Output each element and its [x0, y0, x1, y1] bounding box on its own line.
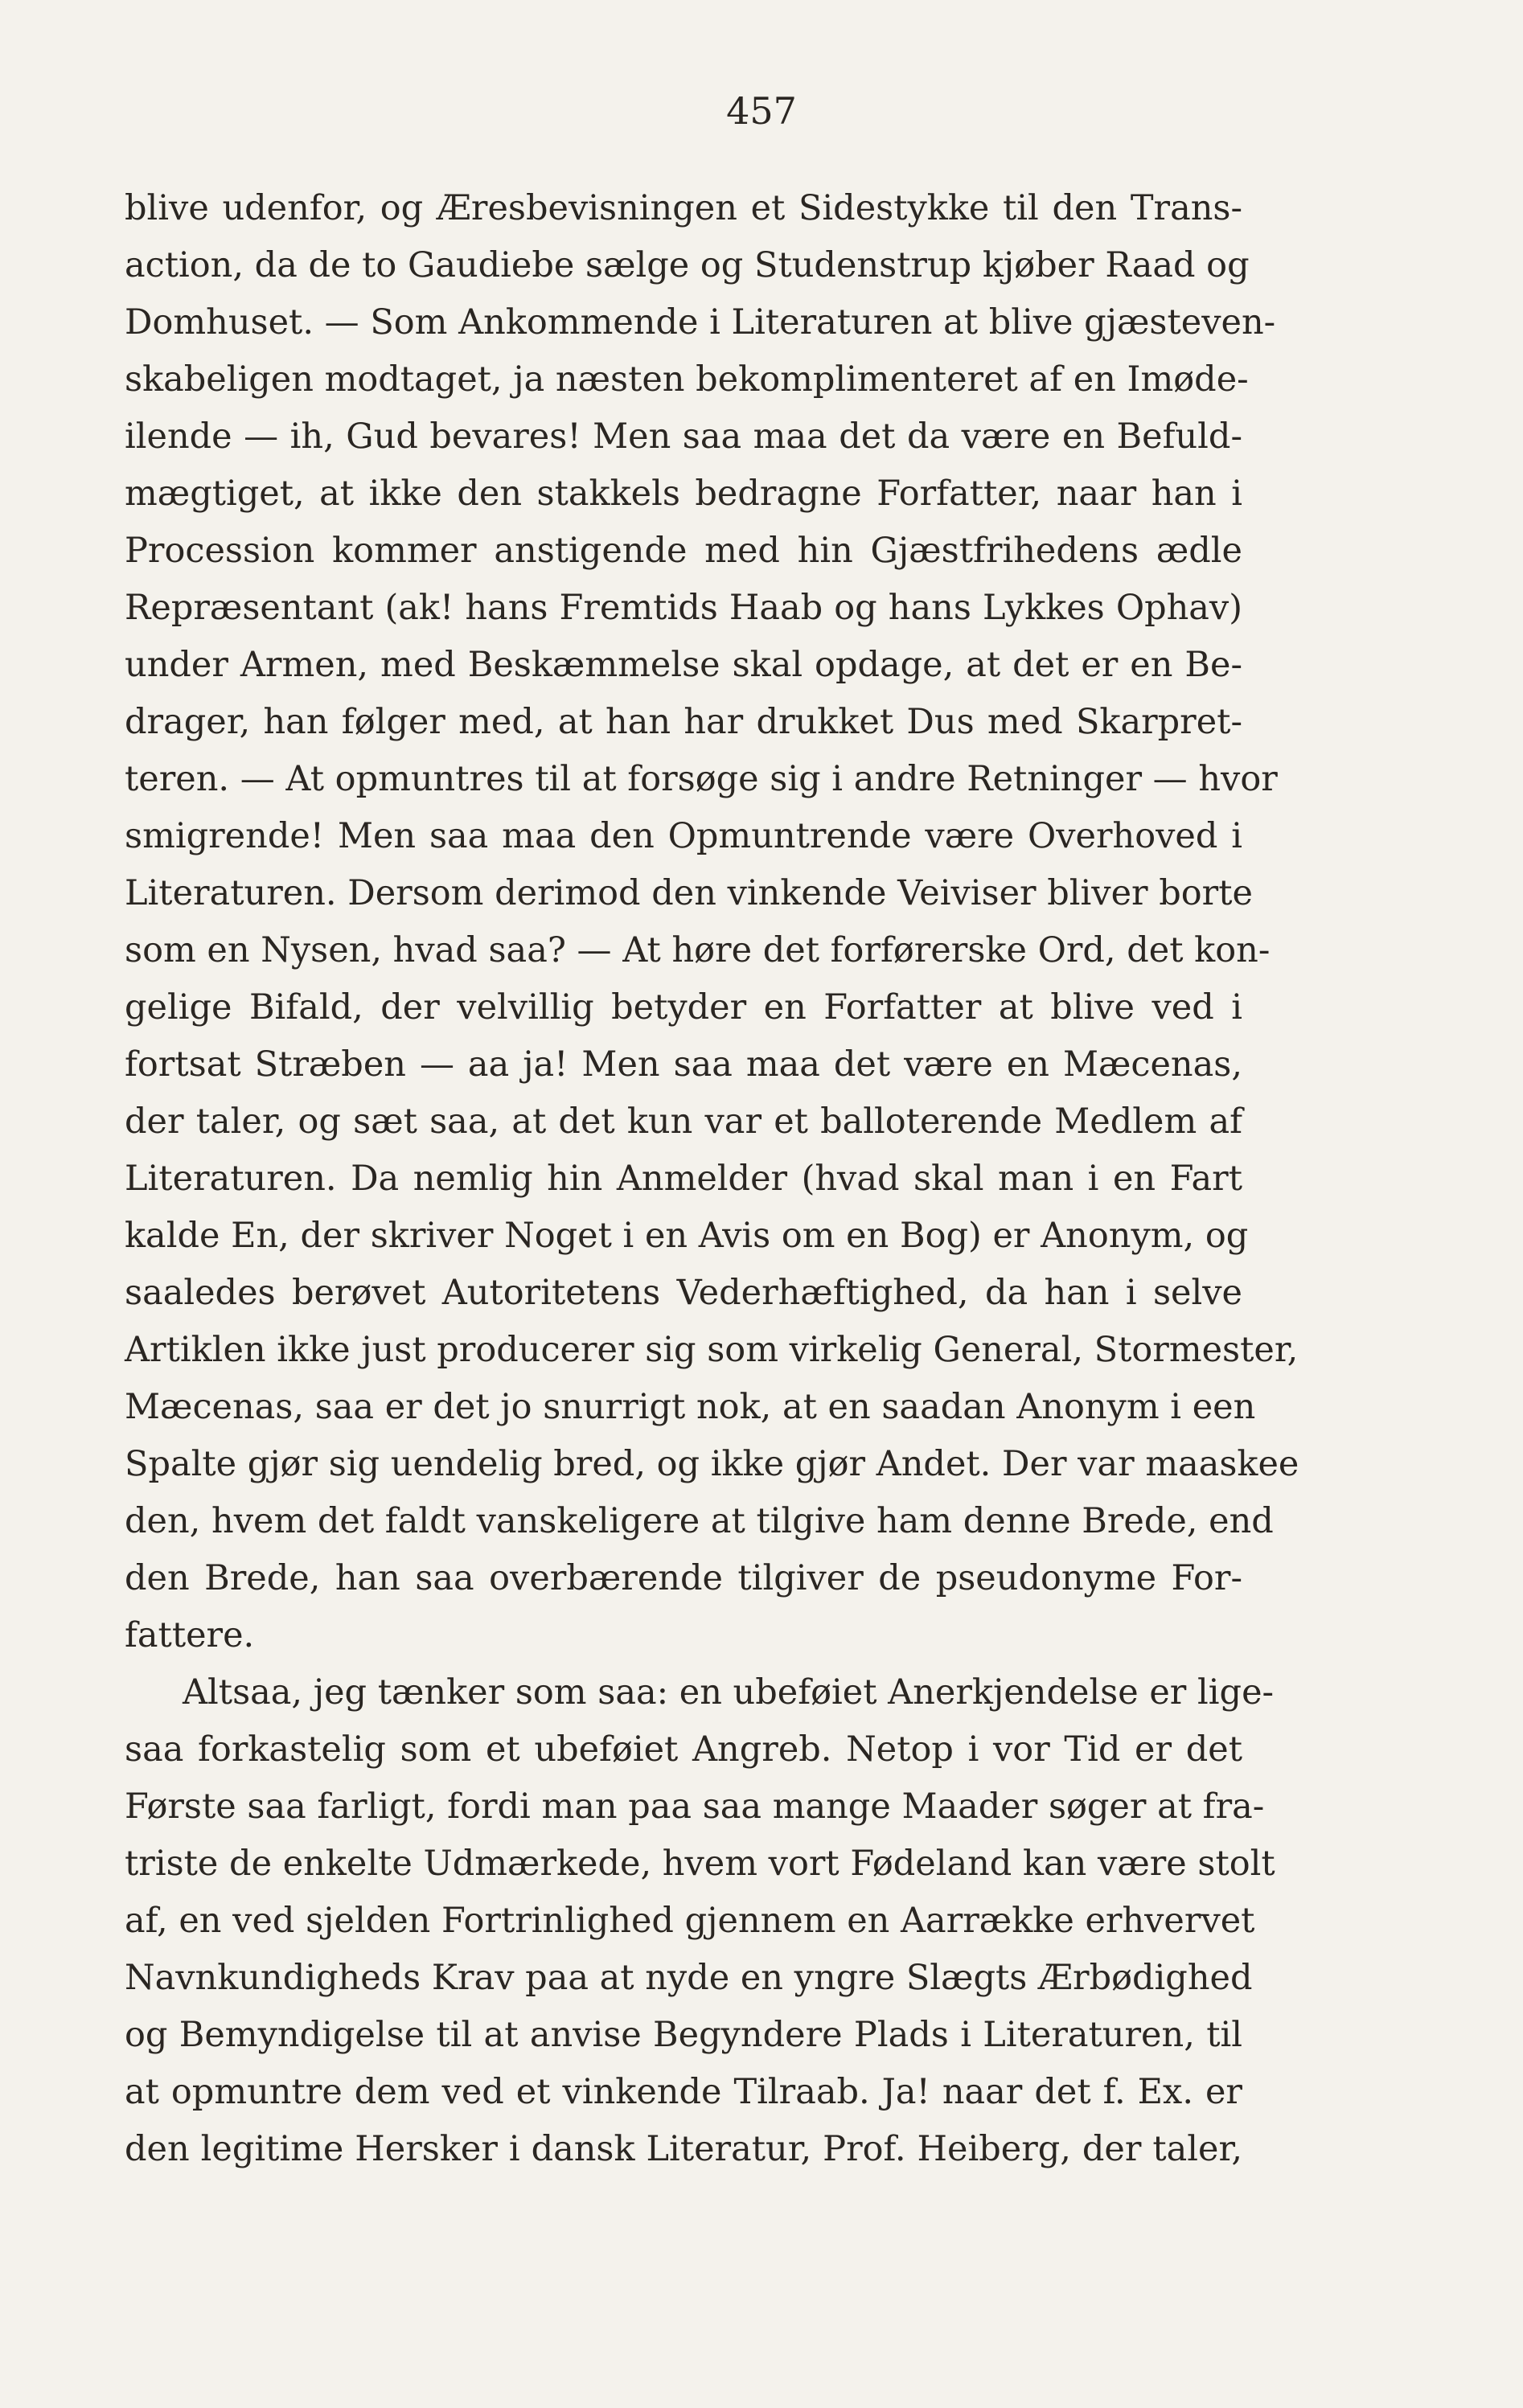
- text-line: som en Nysen, hvad saa? — At høre det forførerske Ord, det kon-: [125, 930, 1271, 970]
- text-line: den legitime Hersker i dansk Literatur, Prof. Heiberg, der taler,: [125, 2129, 1242, 2169]
- text-line: saa forkastelig som et ubeføiet Angreb. Netop i vor Tid er det: [125, 1729, 1242, 1770]
- text-line: kalde En, der skriver Noget i en Avis om en Bog) er Anonym, og: [125, 1216, 1249, 1256]
- text-line: fattere.: [125, 1615, 255, 1655]
- text-line: Procession kommer anstigende med hin Gjæstfrihedens ædle: [125, 531, 1242, 571]
- paragraph-2: [125, 1664, 1275, 2178]
- text-line: saaledes berøvet Autoritetens Vederhæftighed, da han i selve: [125, 1273, 1242, 1313]
- text-line: Literaturen. Da nemlig hin Anmelder (hvad skal man i en Fart: [125, 1159, 1242, 1199]
- text-line: af, en ved sjelden Fortrinlighed gjennem en Aarrække erhvervet: [125, 1901, 1255, 1941]
- text-line: den Brede, han saa overbærende tilgiver de pseudonyme For-: [125, 1558, 1242, 1598]
- text-line: Altsaa, jeg tænker som saa: en ubeføiet Anerkjendelse er lige-: [183, 1672, 1275, 1713]
- text-line: action, da de to Gaudiebe sælge og Studenstrup kjøber Raad og: [125, 245, 1250, 285]
- text-line: teren. — At opmuntres til at forsøge sig i andre Retninger — hvor: [125, 759, 1278, 799]
- text-line: Spalte gjør sig uendelig bred, og ikke gjør Andet. Der var maaskee: [125, 1444, 1299, 1484]
- text-line: fortsat Stræben — aa ja! Men saa maa det være en Mæcenas,: [125, 1044, 1242, 1085]
- text-line: og Bemyndigelse til at anvise Begyndere Plads i Literaturen, til: [125, 2015, 1242, 2055]
- text-line: Første saa farligt, fordi man paa saa mange Maader søger at fra-: [125, 1787, 1265, 1827]
- text-line: blive udenfor, og Æresbevisningen et Sidestykke til den Trans-: [125, 188, 1242, 228]
- text-line: skabeligen modtaget, ja næsten bekomplimenteret af en Imøde-: [125, 359, 1249, 400]
- text-line: der taler, og sæt saa, at det kun var et balloterende Medlem af: [125, 1101, 1242, 1142]
- text-line: triste de enkelte Udmærkede, hvem vort Fødeland kan være stolt: [125, 1844, 1275, 1884]
- text-line: drager, han følger med, at han har drukket Dus med Skarpret-: [125, 702, 1242, 742]
- page-number: 457: [726, 89, 797, 133]
- text-line: smigrende! Men saa maa den Opmuntrende være Overhoved i: [125, 816, 1242, 856]
- text-line: gelige Bifald, der velvillig betyder en Forfatter at blive ved i: [125, 987, 1242, 1028]
- text-line: Repræsentant (ak! hans Fremtids Haab og hans Lykkes Ophav): [125, 588, 1242, 628]
- body-text: [125, 180, 1299, 2178]
- text-line: Mæcenas, saa er det jo snurrigt nok, at en saadan Anonym i een: [125, 1387, 1256, 1427]
- text-line: den, hvem det faldt vanskeligere at tilgive ham denne Brede, end: [125, 1501, 1274, 1541]
- text-line: Literaturen. Dersom derimod den vinkende Veiviser bliver borte: [125, 873, 1253, 913]
- text-line: ilende — ih, Gud bevares! Men saa maa det da være en Befuld-: [125, 416, 1242, 457]
- text-line: Navnkundigheds Krav paa at nyde en yngre Slægts Ærbødighed: [125, 1958, 1253, 1998]
- text-line: under Armen, med Beskæmmelse skal opdage, at det er en Be-: [125, 645, 1242, 685]
- text-line: at opmuntre dem ved et vinkende Tilraab. Ja! naar det f. Ex. er: [125, 2072, 1242, 2112]
- paragraph-1: [125, 180, 1299, 1664]
- text-line: Artiklen ikke just producerer sig som virkelig General, Stormester,: [125, 1330, 1299, 1370]
- text-line: Domhuset. — Som Ankommende i Literaturen at blive gjæsteven-: [125, 302, 1276, 343]
- text-line: mægtiget, at ikke den stakkels bedragne Forfatter, naar han i: [125, 474, 1242, 514]
